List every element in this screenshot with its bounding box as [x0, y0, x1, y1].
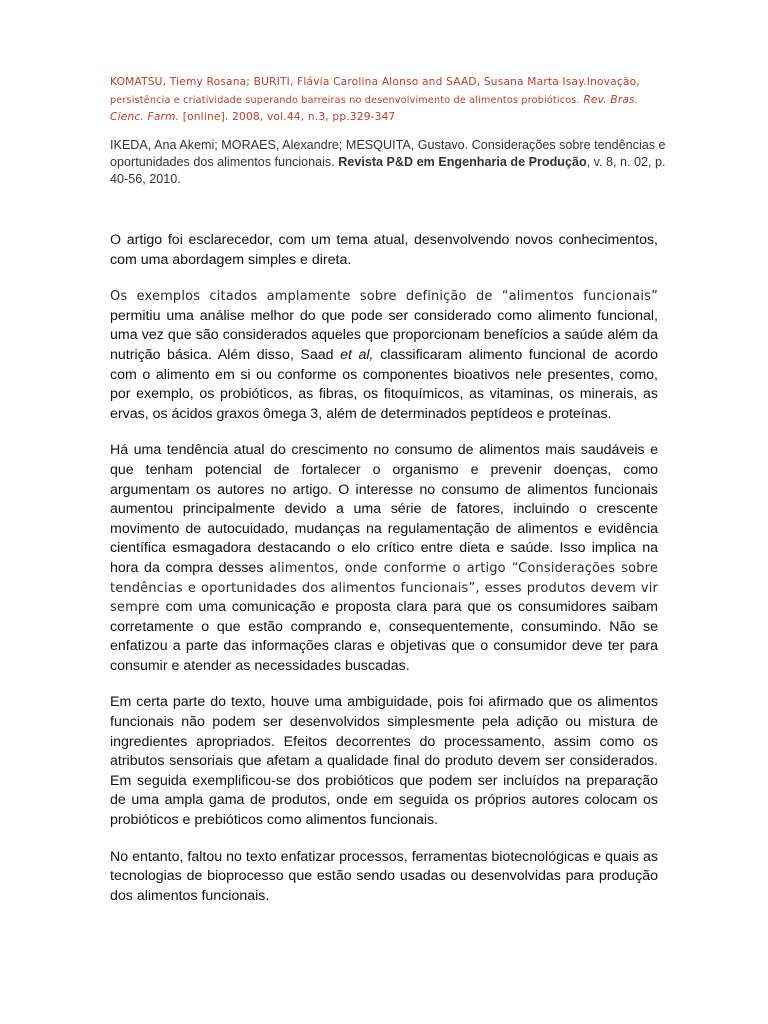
paragraph-2	[110, 287, 658, 424]
body-text	[110, 231, 658, 923]
paragraph-2-text-b: classificaram alimento funcional de acordo com o alimento em si ou conforme os componentes bioativos nele presentes, como, por exemplo, os probióticos, as fibras, os fitoquímicos, as vitaminas, os minerais, as ervas, os ácidos graxos ômega 3, além de determinados peptídeos e proteínas.	[110, 346, 658, 422]
paragraph-3	[110, 441, 658, 676]
ref2-journal: Revista P&D em Engenharia de Produção	[338, 154, 587, 169]
paragraph-2-lead: Os exemplos citados amplamente sobre definição de “alimentos funcionais”	[110, 289, 658, 305]
paragraph-1: O artigo foi esclarecedor, com um tema atual, desenvolvendo novos conhecimentos, com uma abordagem simples e direta.	[110, 232, 658, 268]
ref1-title-start: Inovação,	[586, 76, 640, 88]
ref1-details: [online]. 2008, vol.44, n.3, pp.329-347	[182, 111, 396, 123]
ref2-details: , v. 8, n. 02, p. 40-56, 2010.	[110, 154, 666, 186]
ref1-title: persistência e criatividade superando barreiras no desenvolvimento de alimentos probióticos.	[110, 94, 580, 106]
paragraph-4: Em certa parte do texto, houve uma ambiguidade, pois foi afirmado que os alimentos funcionais não podem ser desenvolvidos simplesmente pela adição ou mistura de ingredientes apropriados. Efeitos decorrentes do processamento, assim como os atributos sensoriais que afetam a qualidade final do produto devem ser considerados. Em seguida exemplificou-se dos probióticos que podem ser incluídos na preparação de uma ampla gama de produtos, onde em seguida os próprios autores colocam os probióticos e prebióticos como alimentos funcionais.	[110, 694, 658, 829]
reference-komatsu	[110, 74, 670, 127]
paragraph-5: No entanto, faltou no texto enfatizar processos, ferramentas biotecnológicas e quais as tecnologias de bioprocesso que estão sendo usadas ou desenvolvidas para produção dos alimentos funcionais.	[110, 848, 658, 904]
ref2-authors-title: IKEDA, Ana Akemi; MORAES, Alexandre; MESQUITA, Gustavo. Considerações sobre tendências e oportunidades dos alimentos funcionais.	[110, 137, 666, 169]
paragraph-2-text-a: permitiu uma análise melhor do que pode ser considerado como alimento funcional, uma vez que são considerados aqueles que proporcionam benefícios a saúde além da nutrição básica. Além disso, Saad	[110, 307, 658, 363]
paragraph-2-etal: et al,	[340, 346, 374, 363]
reference-ikeda	[110, 137, 670, 188]
ref1-authors: KOMATSU, Tiemy Rosana; BURITI, Flávia Carolina Alonso and SAAD, Susana Marta Isay.	[110, 76, 587, 88]
ref1-journal: Rev. Bras. Cienc. Farm.	[110, 93, 639, 123]
references-section	[110, 74, 670, 188]
paragraph-3-text-b: com uma comunicação e proposta clara para que os consumidores saibam corretamente o que estão comprando e, consequentemente, consumindo. Não se enfatizou a parte das informações claras e objetivas que o consumidor deve ter para consumir e atender as necessidades buscadas.	[110, 599, 658, 674]
paragraph-3-quote: alimentos, onde conforme o artigo “Considerações sobre tendências e oportunidades dos alimentos funcionais”, esses produtos devem vir sempre	[110, 560, 659, 616]
paragraph-3-text-a: Há uma tendência atual do crescimento no consumo de alimentos mais saudáveis e que tenham potencial de fortalecer o organismo e prevenir doenças, como argumentam os autores no artigo. O interesse no consumo de alimentos funcionais aumentou principalmente devido a uma série de fatores, incluindo o crescente movimento de autocuidado, mudanças na regulamentação de alimentos e evidência científica esmagadora destacando o elo crítico entre dieta e saúde. Isso implica na hora da compra desses	[110, 442, 658, 576]
